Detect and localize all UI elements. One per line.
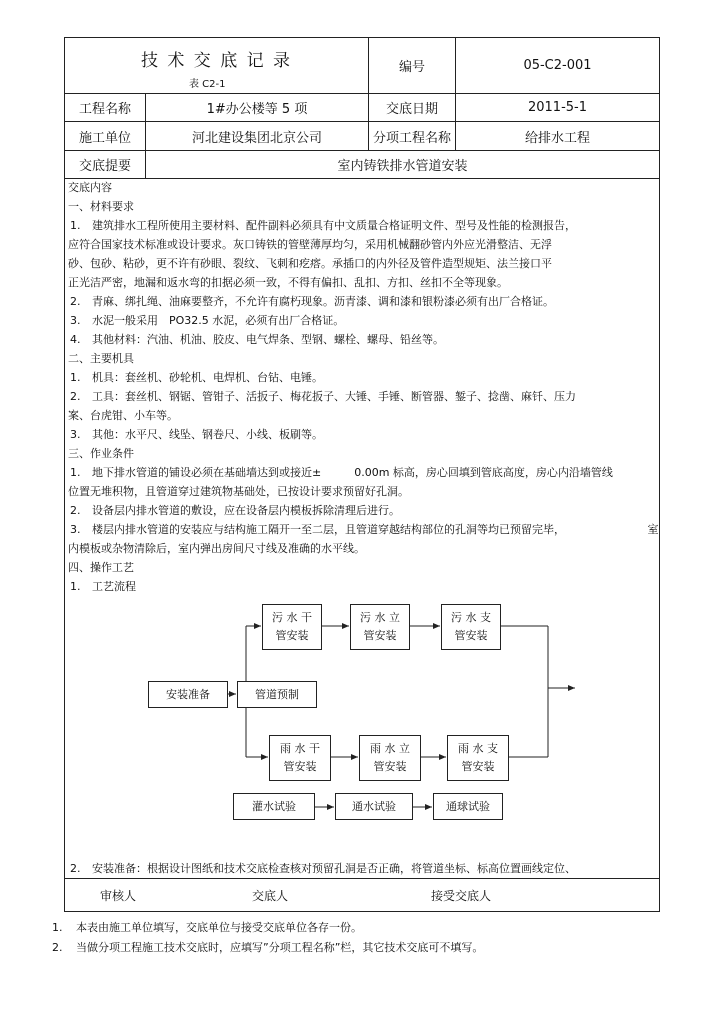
flow-step-label: 污 水 立	[360, 611, 400, 624]
content-line: 应符合国家技术标准或设计要求。灰口铸铁的管壁薄厚均匀，采用机械翻砂管内外应光滑整洁、无浮	[68, 238, 552, 251]
flow-step-rain	[269, 735, 331, 781]
doc-title: 技 术 交 底 记 录	[140, 51, 293, 71]
content-line: 案、台虎钳、小车等。	[68, 409, 178, 422]
content-line: 内模板或杂物清除后，室内弹出房间尺寸线及准确的水平线。	[68, 542, 365, 555]
reviewer-label: 审核人	[100, 889, 137, 903]
signature-row	[64, 878, 660, 912]
project-label: 工程名称	[64, 93, 146, 122]
receiver-label: 接受交底人	[431, 889, 492, 903]
content-line-number: 2.	[70, 504, 81, 517]
flow-step-prep: 安装准备	[148, 681, 228, 708]
flow-step-label: 管安装	[454, 629, 488, 642]
flow-step-label: 通球试验	[446, 799, 490, 813]
content-line-number: 2.	[70, 862, 81, 875]
content-line-number: 1.	[70, 466, 81, 479]
content-line-number: 3.	[70, 428, 81, 441]
content-line: 砂、包砂、粘砂，更不许有砂眼、裂纹、飞刺和疙瘩。承插口的内外径及管件造型规矩、法兰接口平	[68, 257, 552, 270]
number-value: 05-C2-001	[455, 37, 660, 94]
content-line: 位置无堆积物，且管道穿过建筑物基础处，已按设计要求预留好孔洞。	[68, 485, 409, 498]
date-value: 2011-5-1	[455, 93, 660, 122]
unit-label: 施工单位	[64, 121, 146, 151]
content-line-number: 3.	[70, 523, 81, 536]
content-line-number: 3.	[70, 314, 81, 327]
date-label: 交底日期	[368, 93, 456, 122]
content-line: 其他材料：汽油、机油、胶皮、电气焊条、型钢、螺栓、螺母、铅丝等。	[92, 333, 444, 346]
subproject-label: 分项工程名称	[368, 121, 456, 151]
content-line: 水泥一般采用 PO32.5 水泥，必须有出厂合格证。	[92, 314, 345, 327]
unit-value: 河北建设集团北京公司	[145, 121, 369, 151]
content-line-number: 2.	[70, 390, 81, 403]
content-line: 地下排水管道的铺设必须在基础墙达到或接近± 0.00m 标高，房心回填到管底高度，房心内沿墙管线	[92, 466, 613, 479]
content-line-number: 1.	[70, 219, 81, 232]
note-text: 当做分项工程施工技术交底时，应填写”分项工程名称”栏，其它技术交底可不填写。	[76, 941, 484, 954]
flow-step-test	[233, 793, 315, 820]
content-line: 二、主要机具	[68, 352, 134, 365]
content-line: 建筑排水工程所使用主要材料、配件副料必须具有中文质量合格证明文件、型号及性能的检测报告，	[92, 219, 576, 232]
content-line: 工具：套丝机、钢锯、管钳子、活扳子、梅花扳子、大锤、手锤、断管器、錾子、捻凿、麻钎、压力	[92, 390, 576, 403]
project-value: 1#办公楼等 5 项	[145, 93, 369, 122]
content-line: 四、操作工艺	[68, 561, 134, 574]
content-line: 其他：水平尺、线坠、钢卷尺、小线、板刷等。	[92, 428, 323, 441]
flow-step-label: 通水试验	[352, 799, 396, 813]
content-line: 楼层内排水管道的安装应与结构施工隔开一至二层，且管道穿越结构部位的孔洞等均已预留完毕， 室	[92, 523, 659, 536]
content-line: 青麻、绑扎绳、油麻要整齐，不允许有腐朽现象。沥青漆、调和漆和银粉漆必须有出厂合格证。	[92, 295, 554, 308]
form-number: 表 C2-1	[189, 79, 226, 90]
flow-step-sewage	[350, 604, 410, 650]
content-line: 正光洁严密，地漏和返水弯的扣据必须一致，不得有偏扣、乱扣、方扣、丝扣不全等现象。	[68, 276, 508, 289]
flow-step-label: 管安装	[283, 760, 317, 773]
flow-step-sewage	[262, 604, 322, 650]
flow-step-label: 污 水 支	[451, 611, 491, 624]
discloser-label: 交底人	[252, 889, 289, 903]
content-line: 一、材料要求	[68, 200, 134, 213]
flow-step-rain	[359, 735, 421, 781]
summary-value: 室内铸铁排水管道安装	[145, 150, 660, 179]
flow-step-label: 管安装	[363, 629, 397, 642]
flow-step-label: 雨 水 干	[280, 742, 320, 755]
note-number: 1.	[52, 921, 63, 934]
flow-step-label: 管安装	[373, 760, 407, 773]
content-line: 三、作业条件	[68, 447, 134, 460]
note-number: 2.	[52, 941, 63, 954]
content-line: 交底内容	[68, 181, 112, 194]
note-text: 本表由施工单位填写，交底单位与接受交底单位各存一份。	[76, 921, 362, 934]
summary-label: 交底提要	[64, 150, 146, 179]
flow-step-label: 管安装	[275, 629, 309, 642]
content-line-number: 1.	[70, 580, 81, 593]
flow-step-rain	[447, 735, 509, 781]
content-line-number: 2.	[70, 295, 81, 308]
flow-step-label: 污 水 干	[272, 611, 312, 624]
content-line: 机具：套丝机、砂轮机、电焊机、台钻、电锤。	[92, 371, 323, 384]
flow-step-sewage	[441, 604, 501, 650]
content-line-number: 4.	[70, 333, 81, 346]
number-label: 编号	[368, 37, 456, 94]
content-line-number: 1.	[70, 371, 81, 384]
flow-step-label: 灌水试验	[252, 799, 296, 813]
flow-step-label: 管安装	[461, 760, 495, 773]
flow-step-label: 雨 水 支	[458, 742, 498, 755]
content-line: 安装准备：根据设计图纸和技术交底检查核对预留孔洞是否正确，将管道坐标、标高位置画线定位、	[92, 862, 576, 875]
flow-step-prefab: 管道预制	[237, 681, 317, 708]
flow-step-label: 雨 水 立	[370, 742, 410, 755]
flow-step-test	[335, 793, 413, 820]
content-line: 设备层内排水管道的敷设，应在设备层内模板拆除清理后进行。	[92, 504, 400, 517]
subproject-value: 给排水工程	[455, 121, 660, 151]
flow-step-test	[433, 793, 503, 820]
content-line: 工艺流程	[92, 580, 136, 593]
